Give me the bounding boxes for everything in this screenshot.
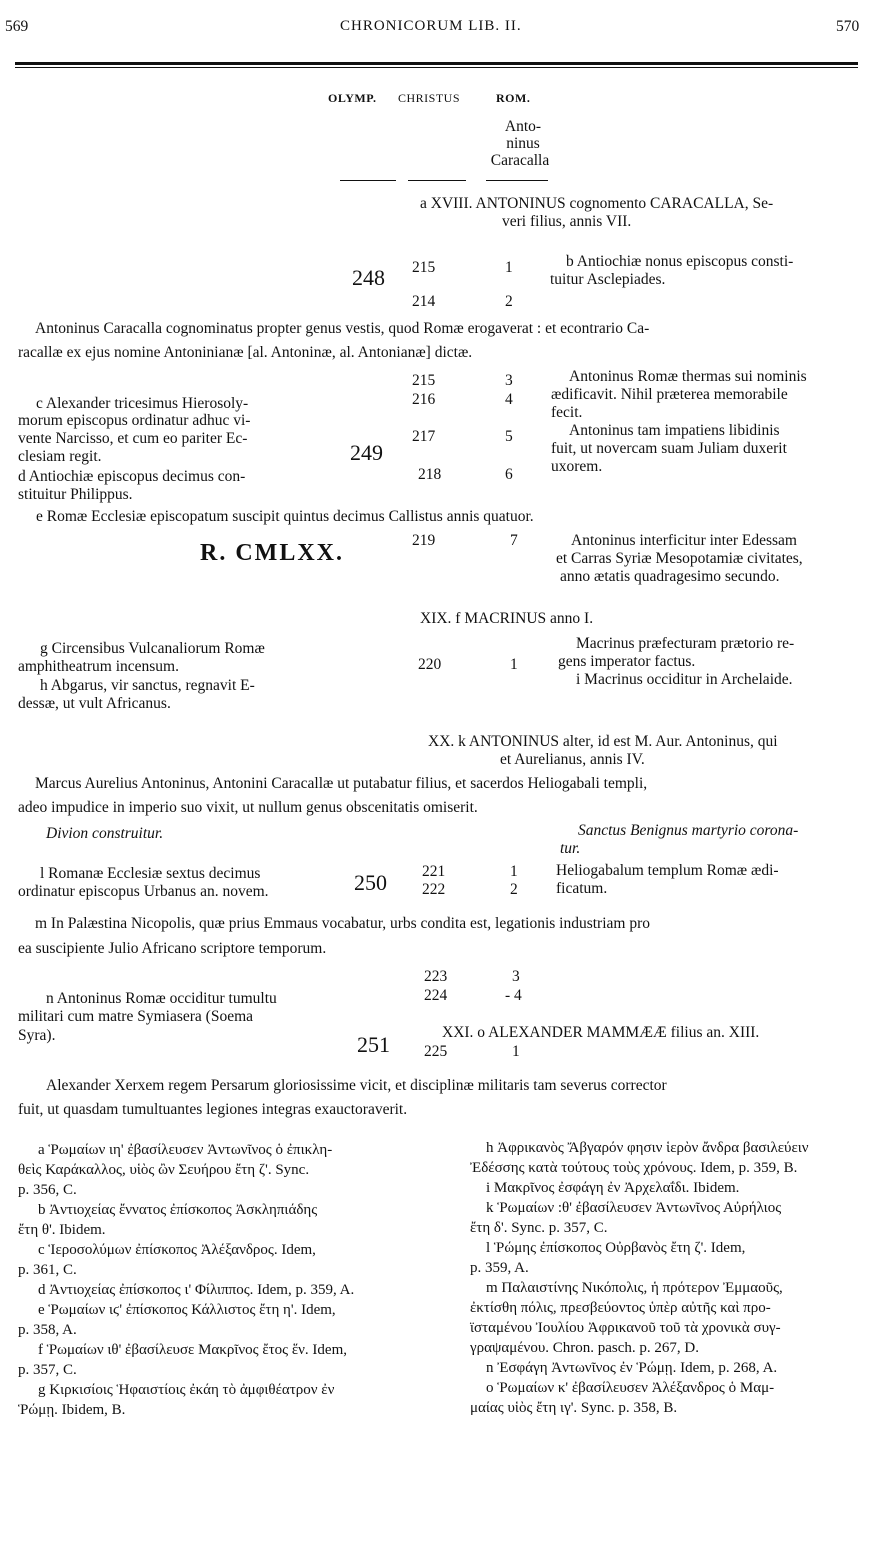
note-l-0: l Romanæ Ecclesiæ sextus decimus [40, 865, 261, 882]
marcus-1: adeo impudice in imperio suo vixit, ut nullum genus obscenitatis omiserit. [18, 799, 478, 816]
caracalla-line-1: racallæ ex ejus nomine Antoninianæ [al. Antoninæ, al. Antonianæ] dictæ. [18, 344, 473, 361]
year-221: 221 [422, 863, 446, 880]
rom-year-4: 4 [505, 391, 513, 408]
footnote-line: Ἐδέσσης κατὰ τούτους τοὺς χρόνους. Idem, p. 359, B. [470, 1160, 798, 1176]
year-216: 216 [412, 391, 436, 408]
footnote-line: k Ῥωμαίων :θ' ἐβασίλευσεν Ἀντωνῖνος Αὐρήλιος [486, 1200, 782, 1216]
thermae-4: fuit, ut novercam suam Juliam duxerit [551, 440, 787, 457]
macrinus-1: gens imperator factus. [558, 653, 696, 670]
footnote-line: θεὶς Καράκαλλος, υἱὸς ὢν Σευήρου ἔτη ζ'. Sync. [18, 1162, 310, 1178]
rom-year-1b: 1 [510, 656, 518, 673]
emperor-19: XIX. f MACRINUS anno I. [420, 610, 594, 627]
interfectio-0: Antoninus interficitur inter Edessam [571, 532, 797, 549]
footnote-line: i Μακρῖνος ἐσφάγη ἐν Ἀρχελαΐδι. Ibidem. [486, 1180, 740, 1196]
right-page-number: 570 [836, 18, 860, 35]
note-l-1: ordinatur episcopus Urbanus an. novem. [18, 883, 269, 900]
note-c-1: morum episcopus ordinatur adhuc vi- [18, 412, 251, 429]
note-g-0: g Circensibus Vulcanaliorum Romæ [40, 640, 265, 657]
emperor-18-line-1: veri filius, annis VII. [502, 213, 632, 230]
note-e: e Romæ Ecclesiæ episcopatum suscipit quintus decimus Callistus annis quatuor. [36, 508, 534, 525]
marcus-0: Marcus Aurelius Antoninus, Antonini Caracallæ ut putabatur filius, et sacerdos Heliogabali templi, [35, 775, 648, 792]
note-b-0: b Antiochiæ nonus episcopus consti- [566, 253, 794, 270]
rom-sub-0: Anto- [504, 118, 542, 135]
thermae-2: fecit. [551, 404, 583, 421]
rom-year-6: 6 [505, 466, 513, 483]
rom-year-2: 2 [505, 293, 513, 310]
rom-sub-1: ninus [506, 135, 540, 152]
heliogabalum-1: ficatum. [556, 880, 608, 897]
year-222: 222 [422, 881, 446, 898]
footnote-line: d Ἀντιοχείας ἐπίσκοπος ι' Φίλιππος. Idem, p. 359, A. [38, 1282, 355, 1298]
emperor-18-line-0: a XVIII. ANTONINUS cognomento CARACALLA, Se- [420, 195, 774, 212]
note-h-1: dessæ, ut vult Africanus. [18, 695, 171, 712]
footnote-line: ἐκτίσθη πόλις, πρεσβεύοντος ὑπὲρ αὐτῆς καὶ προ- [470, 1300, 771, 1316]
footnote-line: ἔτη δ'. Sync. p. 357, C. [470, 1220, 608, 1236]
rom-year-2c: 2 [510, 881, 518, 898]
col-rule-1 [340, 180, 396, 181]
footnote-line: g Κιρκισίοις Ἡφαιστίοις ἐκάη τὸ ἀμφιθέατρον ἐν [38, 1382, 335, 1398]
note-m-1: ea suscipiente Julio Africano scriptore temporum. [18, 940, 327, 957]
footnote-line: p. 357, C. [18, 1362, 77, 1378]
footnote-line: γραψαμένου. Chron. pasch. p. 267, D. [470, 1340, 700, 1356]
year-225: 225 [424, 1043, 448, 1060]
emperor-20-0: XX. k ANTONINUS alter, id est M. Aur. Antoninus, qui [428, 733, 778, 750]
header-rule [15, 62, 858, 65]
footnote-line: p. 356, C. [18, 1182, 77, 1198]
year-219: 219 [412, 532, 436, 549]
heliogabalum-0: Heliogabalum templum Romæ ædi- [556, 862, 779, 879]
year-220: 220 [418, 656, 442, 673]
emperor-20-1: et Aurelianus, annis IV. [500, 751, 645, 768]
note-n-1: militari cum matre Symiasera (Soema [18, 1008, 254, 1025]
footnote-line: Ῥώμῃ. Ibidem, B. [18, 1402, 126, 1418]
rom-year-1: 1 [505, 259, 513, 276]
left-page-number: 569 [5, 18, 29, 35]
footnotes-right [470, 1138, 880, 1418]
footnote-line: p. 358, A. [18, 1322, 77, 1338]
rom-year-3d: 3 [512, 968, 520, 985]
note-n-0: n Antoninus Romæ occiditur tumultu [46, 990, 277, 1007]
note-c-2: vente Narcisso, et cum eo pariter Ec- [18, 430, 248, 447]
thermae-1: ædificavit. Nihil præterea memorabile [551, 386, 788, 403]
benignus-1: tur. [560, 840, 581, 857]
olympiad-250: 250 [354, 870, 387, 895]
running-title: CHRONICORUM LIB. II. [340, 18, 522, 34]
rom-year-5: 5 [505, 428, 513, 445]
alexander-1: fuit, ut quasdam tumultuantes legiones integras exauctoraverit. [18, 1101, 408, 1118]
footnote-line: h Ἀφρικανὸς Ἄβγαρόν φησιν ἱερὸν ἄνδρα βασιλεύειν [486, 1140, 809, 1156]
footnote-line: n Ἐσφάγη Ἀντωνῖνος ἐν Ῥώμῃ. Idem, p. 268, A. [486, 1360, 778, 1376]
year-217: 217 [412, 428, 436, 445]
note-c-0: c Alexander tricesimus Hierosoly- [36, 395, 249, 412]
note-d-0: d Antiochiæ episcopus decimus con- [18, 468, 246, 485]
col-christus: CHRISTUS [398, 91, 461, 105]
footnote-line: ἔτη θ'. Ibidem. [18, 1222, 106, 1238]
footnote-line: μαίας υἱὸς ἔτη ιγ'. Sync. p. 358, B. [470, 1400, 678, 1416]
rom-year-3: 3 [505, 372, 513, 389]
footnote-line: p. 359, A. [470, 1260, 529, 1276]
caracalla-line-0: Antoninus Caracalla cognominatus propter genus vestis, quod Romæ erogaverat : et econtrario Ca- [35, 320, 650, 337]
footnote-line: f Ῥωμαίων ιθ' ἐβασίλευσε Μακρῖνος ἔτος ἕν. Idem, [38, 1342, 347, 1358]
footnote-line: b Ἀντιοχείας ἔννατος ἐπίσκοπος Ἀσκληπιάδης [38, 1202, 318, 1218]
year-214: 214 [412, 293, 436, 310]
note-n-2: Syra). [18, 1027, 56, 1044]
footnote-line: a Ῥωμαίων ιη' ἐβασίλευσεν Ἀντωνῖνος ὁ ἐπικλη- [38, 1142, 333, 1158]
interfectio-1: et Carras Syriæ Mesopotamiæ civitates, [556, 550, 803, 567]
olympiad-251: 251 [357, 1032, 390, 1057]
emperor-21: XXI. o ALEXANDER MAMMÆÆ filius an. XIII. [442, 1024, 760, 1041]
year-224: 224 [424, 987, 448, 1004]
olympiad-248: 248 [352, 265, 385, 290]
col-rom: ROM. [496, 91, 531, 105]
footnote-line: o Ῥωμαίων κ' ἐβασίλευσεν Ἀλέξανδρος ὁ Μαμ- [486, 1380, 775, 1396]
note-b-1: tuitur Asclepiades. [550, 271, 666, 288]
note-g-1: amphitheatrum incensum. [18, 658, 179, 675]
header-rule-thin [15, 67, 858, 68]
footnote-line: ϊσταμένου Ἰουλίου Ἀφρικανοῦ τοῦ τὰ χρονικὰ συγ- [470, 1320, 781, 1336]
col-rule-2 [408, 180, 466, 181]
note-d-1: stituitur Philippus. [18, 486, 133, 503]
rome-anno-cmlxx: R. CMLXX. [200, 540, 344, 566]
footnote-line: m Παλαιστίνης Νικόπολις, ἡ πρότερον Ἐμμαοῦς, [486, 1280, 783, 1296]
note-h-0: h Abgarus, vir sanctus, regnavit E- [40, 677, 255, 694]
footnote-line: l Ῥώμης ἐπίσκοπος Οὐρβανὸς ἔτη ζ'. Idem, [486, 1240, 746, 1256]
footnotes-left [18, 1140, 448, 1420]
benignus-0: Sanctus Benignus martyrio corona- [578, 822, 799, 839]
thermae-3: Antoninus tam impatiens libidinis [569, 422, 780, 439]
olympiad-249: 249 [350, 440, 383, 465]
note-c-3: clesiam regit. [18, 448, 102, 465]
thermae-5: uxorem. [551, 458, 603, 475]
divion: Divion construitur. [46, 825, 164, 842]
interfectio-2: anno ætatis quadragesimo secundo. [560, 568, 780, 585]
rom-year-1c: 1 [510, 863, 518, 880]
year-215b: 215 [412, 372, 436, 389]
macrinus-0: Macrinus præfecturam prætorio re- [576, 635, 795, 652]
alexander-0: Alexander Xerxem regem Persarum gloriosissime vicit, et disciplinæ militaris tam severus corrector [46, 1077, 667, 1094]
year-218: 218 [418, 466, 442, 483]
note-m-0: m In Palæstina Nicopolis, quæ prius Emmaus vocabatur, urbs condita est, legationis industriam pro [35, 915, 650, 932]
col-rule-3 [486, 180, 548, 181]
year-223: 223 [424, 968, 448, 985]
rom-sub-2: Caracalla [490, 152, 550, 169]
year-215: 215 [412, 259, 436, 276]
rom-year-1e: 1 [512, 1043, 520, 1060]
col-olymp: OLYMP. [328, 91, 377, 105]
thermae-0: Antoninus Romæ thermas sui nominis [569, 368, 807, 385]
rom-year-7: 7 [510, 532, 518, 549]
footnote-line: p. 361, C. [18, 1262, 77, 1278]
footnote-line: c Ἱεροσολύμων ἐπίσκοπος Ἀλέξανδρος. Idem, [38, 1242, 316, 1258]
footnote-line: e Ῥωμαίων ιϛ' ἐπίσκοπος Κάλλιστος ἔτη η'. Idem, [38, 1302, 336, 1318]
macrinus-2: i Macrinus occiditur in Archelaide. [576, 671, 793, 688]
rom-year-4d: - 4 [505, 987, 522, 1004]
